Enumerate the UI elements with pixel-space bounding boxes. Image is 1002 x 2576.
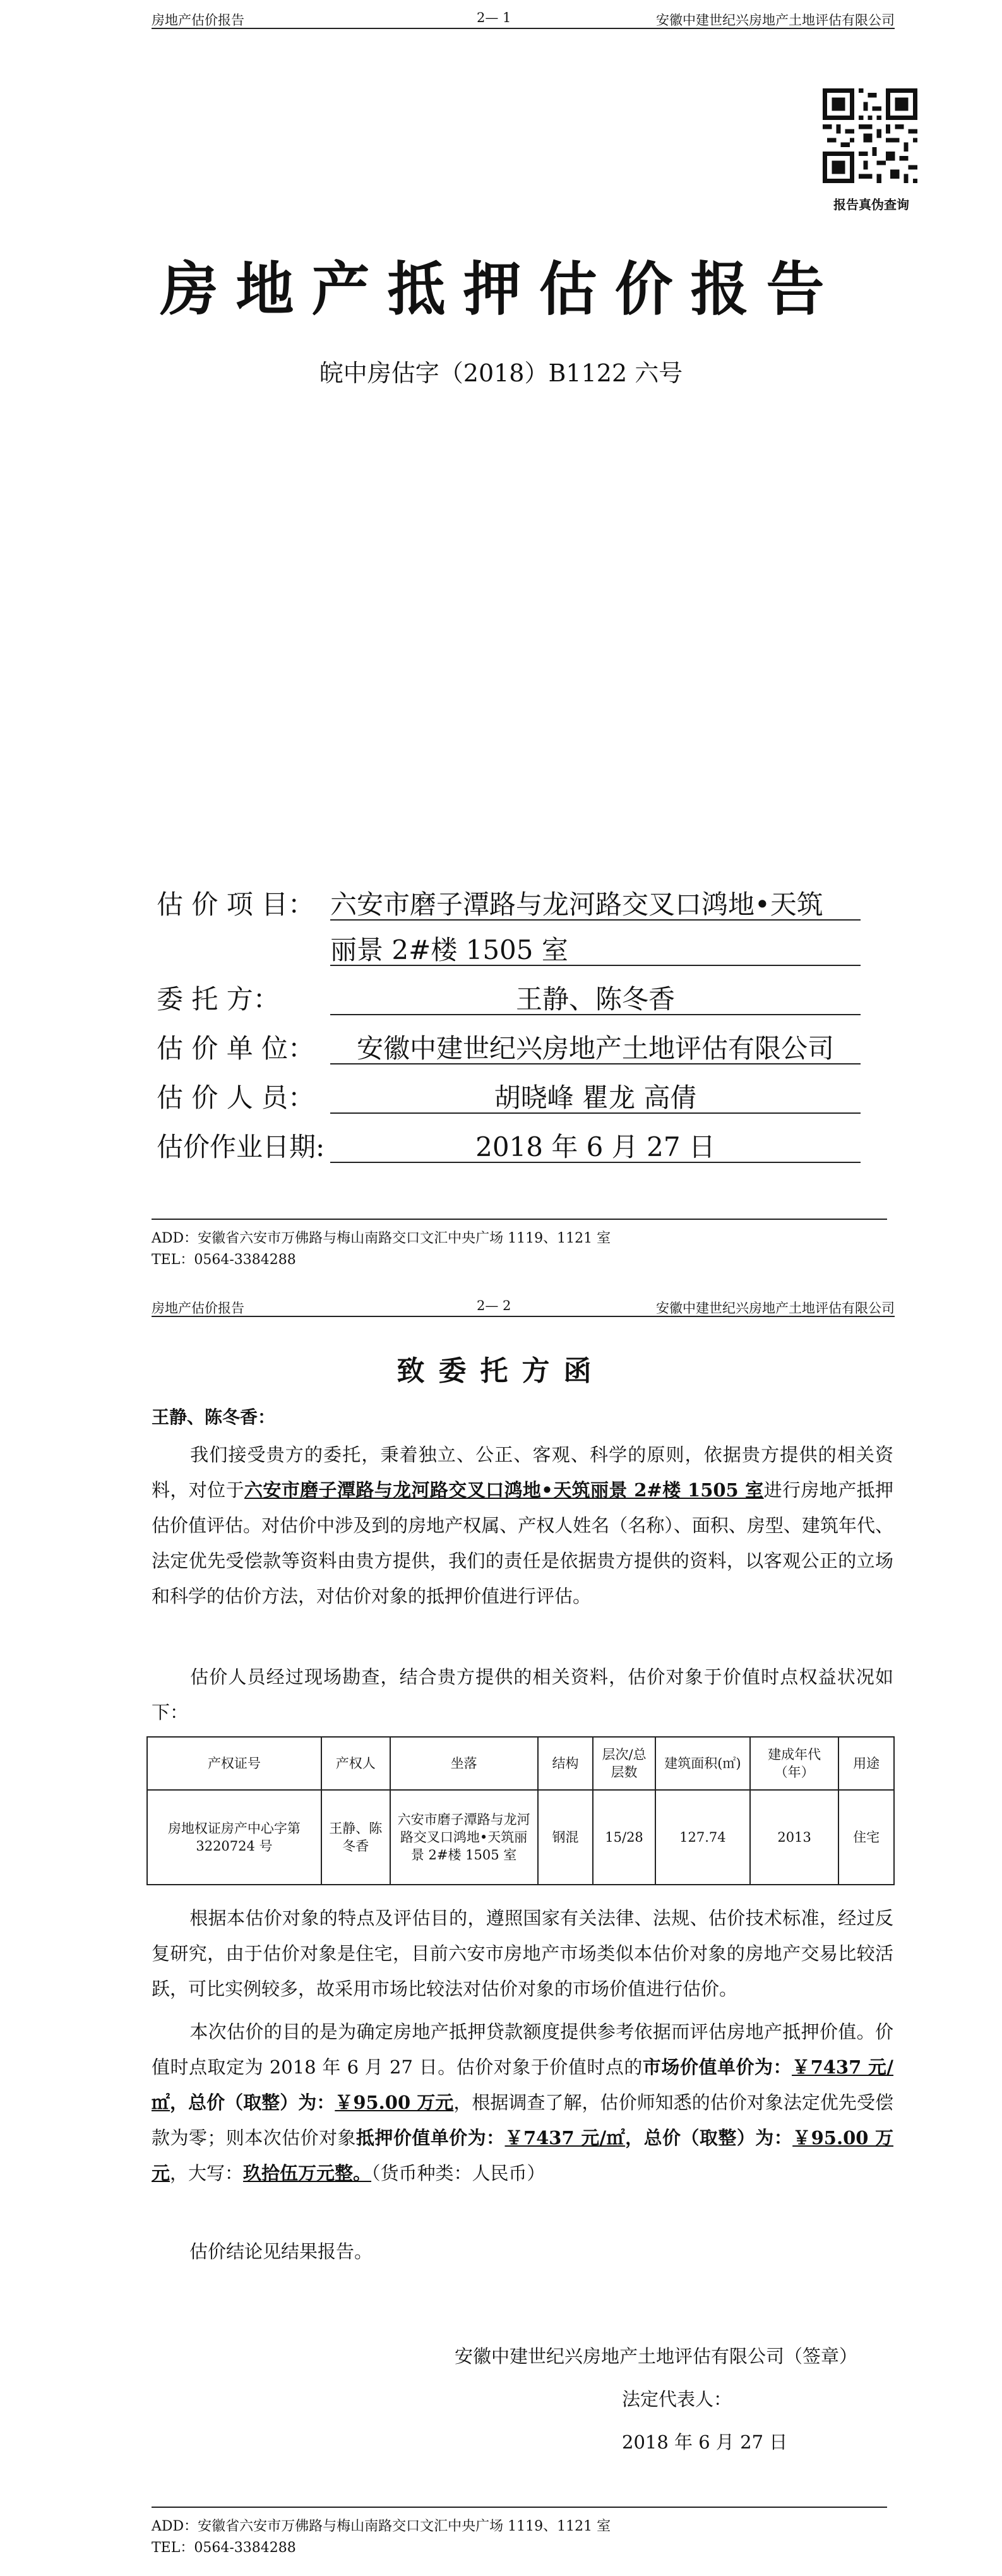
footer-address: ADD：安徽省六安市万佛路与梅山南路交口文汇中央广场 1119、1121 室	[152, 1231, 611, 1246]
signature-date: 2018 年 6 月 27 日	[622, 2431, 788, 2453]
signature-representative: 法定代表人：	[622, 2388, 732, 2410]
header-left: 房地产估价报告	[152, 13, 244, 28]
letter-paragraph-1: 我们接受贵方的委托，秉着独立、公正、客观、科学的原则，依据贵方提供的相关资料，对位于六安市磨子潭路与龙河路交叉口鸿地•天筑丽景 2#楼 1505 室进行房地产抵押估价值评估。对估价中涉及到的房地产权属、产权人姓名（名称）、面积、房型、建筑年代、法定优先受偿款等资料由贵方提供，我们的责任是依据贵方提供的资料，以客观公正的立场和科学的估价方法，对估价对象的抵押价值进行评估。	[152, 1444, 893, 1607]
property-table	[146, 1736, 895, 1885]
page-footer	[152, 1228, 611, 1271]
market-unit-price: ￥7437 元/㎡	[152, 2056, 893, 2113]
footer-tel: TEL：0564-3384288	[152, 2540, 296, 2556]
field-project-label: 估 价 项 目：	[157, 889, 315, 920]
property-address: 六安市磨子潭路与龙河路交叉口鸿地•天筑丽景 2#楼 1505 室	[244, 1479, 764, 1501]
page-footer	[152, 2516, 611, 2559]
letter-paragraph-2: 估价人员经过现场勘查，结合贵方提供的相关资料，估价对象于价值时点权益状况如下：	[152, 1666, 893, 1723]
page-2	[0, 1288, 1002, 2576]
field-project-value-line2: 丽景 2#楼 1505 室	[330, 929, 861, 966]
page-header	[152, 9, 895, 29]
table-header-row: 产权证号 产权人 坐落 结构 层次/总层数 建筑面积(㎡) 建成年代（年） 用途	[147, 1737, 894, 1790]
footer-divider	[152, 1219, 887, 1220]
table-row: 房地权证房产中心字第 3220724 号 王静、陈冬香 六安市磨子潭路与龙河路交叉口鸿地•天筑丽景 2#楼 1505 室 钢混 15/28 127.74 2013 住宅	[147, 1790, 894, 1885]
header-page-number: 2— 1	[477, 10, 511, 25]
letter-paragraph-3: 根据本估价对象的特点及评估目的，遵照国家有关法律、法规、估价技术标准，经过反复研究，由于估价对象是住宅，目前六安市房地产市场类似本估价对象的房地产交易比较活跃，可比实例较多，故采用市场比较法对估价对象的市场价值进行估价。	[152, 1907, 893, 2000]
footer-divider	[152, 2507, 887, 2508]
letter-paragraph-5: 估价结论见结果报告。	[189, 2241, 373, 2262]
qr-code-icon[interactable]	[823, 88, 917, 183]
footer-tel: TEL：0564-3384288	[152, 1252, 296, 1268]
field-date-value: 2018 年 6 月 27 日	[330, 1126, 861, 1163]
field-client-value: 王静、陈冬香	[330, 979, 861, 1015]
page-header	[152, 1297, 895, 1317]
header-page-number: 2— 2	[477, 1298, 511, 1313]
market-total-price: ￥95.00 万元	[335, 2092, 454, 2113]
page-1: 房地产估价报告 2— 1 安徽中建世纪兴房地产土地评估有限公司 报告真伪查询 房地产抵押估价报告 皖中房估字（2018）B1122 六号 估 价 项 目： 六安市磨子潭路与龙河路交叉口鸿地•天筑 丽景 2#楼 1505 室 委 托 方： 王静、陈冬香 估 价 单 位： 安徽中建世纪兴房地产土地评估有限公司 估 价 人 员： 胡晓峰 瞿龙 高倩 估价作业日期: 2018 年 6 月 27 日 ADD：安徽省六安市万佛路与梅山南路交口文汇中央广场 1119、1121 室 TEL：0564-3384288	[0, 0, 1002, 1288]
header-right: 安徽中建世纪兴房地产土地评估有限公司	[656, 1301, 895, 1316]
qr-caption: 报告真伪查询	[833, 197, 909, 212]
letter-title: 致委托方函	[397, 1355, 605, 1387]
header-right: 安徽中建世纪兴房地产土地评估有限公司	[656, 13, 895, 28]
field-valuer-unit-value: 安徽中建世纪兴房地产土地评估有限公司	[330, 1028, 861, 1064]
letter-addressee: 王静、陈冬香：	[152, 1407, 276, 1428]
field-valuers-value: 胡晓峰 瞿龙 高倩	[330, 1077, 861, 1114]
footer-address: ADD：安徽省六安市万佛路与梅山南路交口文汇中央广场 1119、1121 室	[152, 2519, 611, 2534]
letter-paragraph-4: 本次估价的目的是为确定房地产抵押贷款额度提供参考依据而评估房地产抵押价值。价值时点取定为 2018 年 6 月 27 日。估价对象于价值时点的市场价值单价为：￥7437 元/㎡，总价（取整）为：￥95.00 万元，根据调查了解，估价师知悉的估价对象法定优先受偿款为零；则本次估价对象抵押价值单价为：￥7437 元/㎡，总价（取整）为：￥95.00 万元，大写：玖拾伍万元整。（货币种类：人民币）	[152, 2021, 893, 2184]
signature-company: 安徽中建世纪兴房地产土地评估有限公司（签章）	[455, 2346, 858, 2367]
amount-in-words: 玖拾伍万元整。	[243, 2162, 372, 2184]
mortgage-unit-price: ￥7437 元/㎡	[504, 2127, 626, 2149]
field-project-value-line1: 六安市磨子潭路与龙河路交叉口鸿地•天筑	[330, 884, 861, 921]
header-left: 房地产估价报告	[152, 1301, 244, 1316]
document-number: 皖中房估字（2018）B1122 六号	[319, 359, 683, 387]
mortgage-total-price: ￥95.00 万元	[152, 2127, 893, 2184]
report-title: 房地产抵押估价报告	[160, 255, 842, 323]
